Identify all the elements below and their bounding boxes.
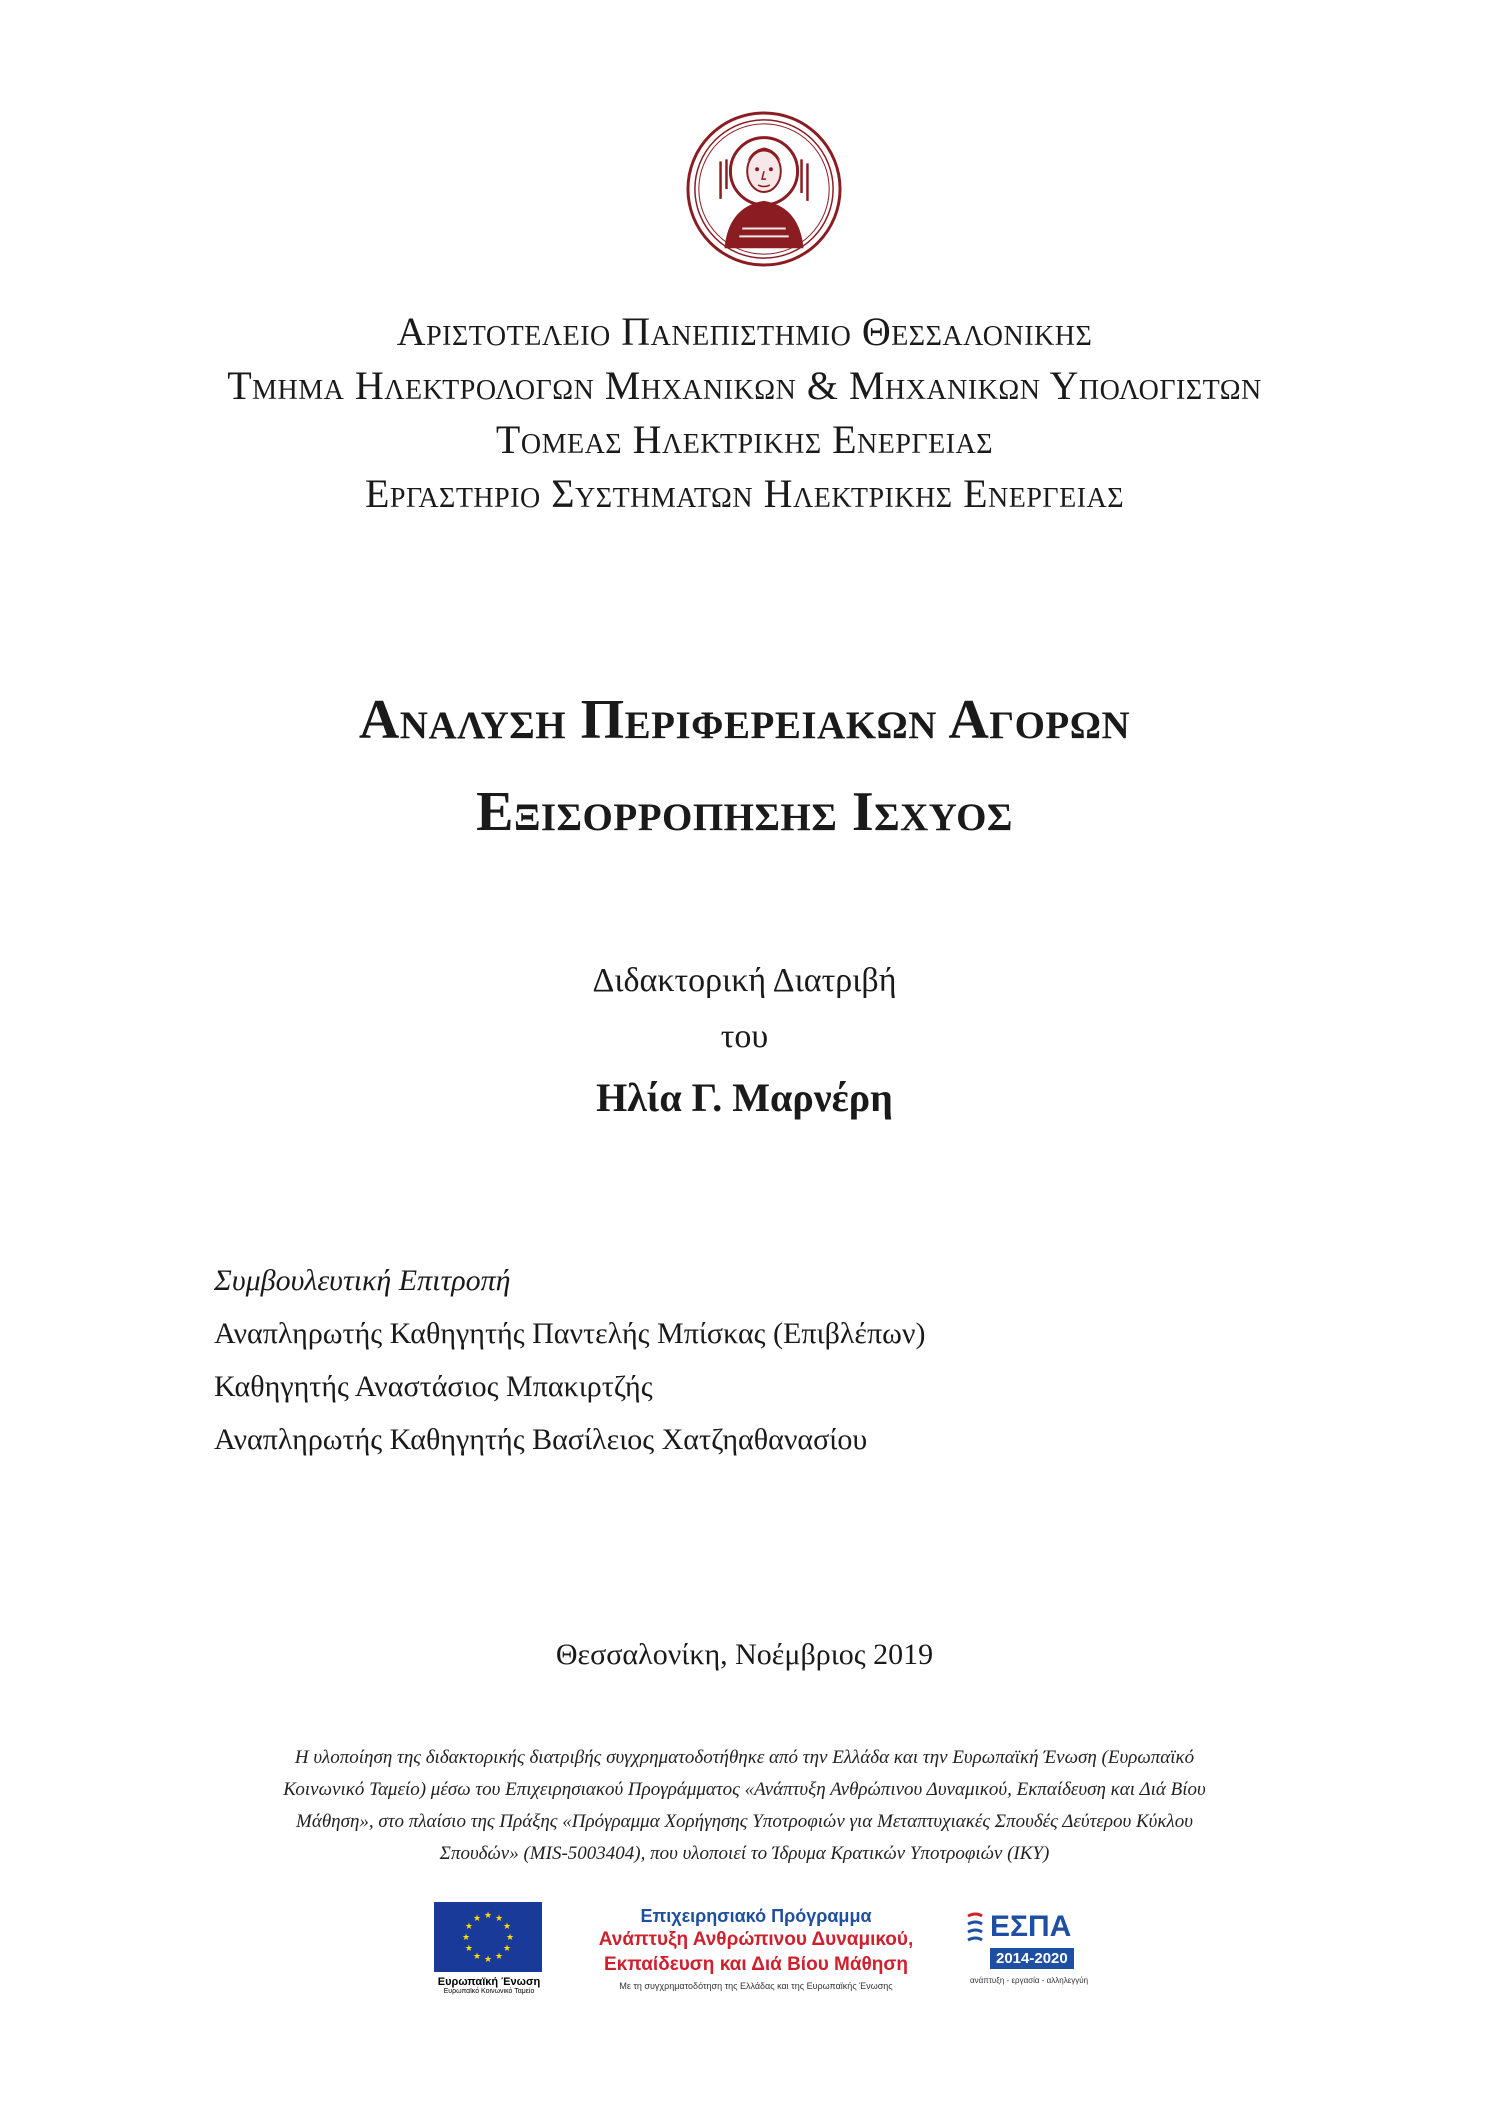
thesis-title-line-1: Αναλυση Περιφερειακων Αγορων [358, 689, 1131, 751]
eu-star-icon: ★ [464, 1921, 473, 1931]
eu-star-icon: ★ [503, 1943, 512, 1953]
funding-line: Κοινωνικό Ταμείο) μέσω του Επιχειρησιακού Προγράμματος «Ανάπτυξη Ανθρώπινου Δυναμικού, Εκπαίδευση και Διά Βίου [283, 1779, 1206, 1800]
op-line-3: Εκπαίδευση και Διά Βίου Μάθηση [603, 1954, 909, 1975]
funding-line: Σπουδών» (MIS-5003404), που υλοποιεί το Ίδρυμα Κρατικών Υποτροφιών (ΙΚΥ) [439, 1843, 1050, 1864]
document-type: Διδακτορική Διατριβή [592, 962, 897, 999]
op-line-4: Με τη συγχρηματοδότηση της Ελλάδας και της Ευρωπαϊκής Ένωσης [619, 1981, 893, 1991]
funding-logos [0, 1902, 1489, 2012]
eu-logo [434, 1902, 544, 1995]
eu-star-icon: ★ [483, 1910, 493, 1920]
committee-heading: Συμβουλευτική Επιτροπή [214, 1264, 511, 1297]
of-word: του [720, 1018, 769, 1055]
funding-line: Μάθηση», στο πλαίσιο της Πράξης «Πρόγραμμα Χορήγησης Υποτροφιών για Μεταπτυχιακές Σπουδές Δεύτερου Κύκλου [296, 1811, 1193, 1832]
thesis-title-line-2: Εξισορροπησης Ισχυος [476, 781, 1013, 843]
eu-star-icon: ★ [464, 1943, 473, 1953]
espa-tagline: ανάπτυξη - εργασία - αλληλεγγύη [970, 1976, 1089, 1985]
university-seal-logo [685, 110, 843, 268]
eu-star-icon: ★ [494, 1951, 504, 1962]
eu-caption: Ευρωπαϊκή Ένωση [437, 1976, 541, 1988]
eu-star-icon: ★ [494, 1912, 504, 1923]
eu-subcaption: Ευρωπαϊκό Κοινωνικό Ταμείο [443, 1988, 535, 1995]
funding-statement [210, 1742, 1279, 1870]
espa-mark-icon [966, 1912, 984, 1946]
advisory-committee [214, 1254, 925, 1466]
eu-star-icon: ★ [472, 1912, 482, 1923]
eu-star-icon: ★ [461, 1932, 471, 1942]
op-line-1: Επιχειρησιακό Πρόγραμμα [640, 1906, 872, 1926]
eu-star-icon: ★ [472, 1951, 482, 1962]
espa-years: 2014-2020 [990, 1948, 1074, 1969]
committee-member: Αναπληρωτής Καθηγητής Παντελής Μπίσκας (Επιβλέπων) [214, 1317, 926, 1350]
operational-programme-logo [578, 1906, 934, 1991]
espa-name: ΕΣΠΑ [990, 1910, 1072, 1943]
department-name: Τμημα Ηλεκτρολογων Μηχανικων & Μηχανικων Υπολογιστων [227, 363, 1262, 408]
eu-flag-icon [434, 1902, 542, 1972]
eu-star-icon: ★ [505, 1932, 515, 1942]
committee-member: Αναπληρωτής Καθηγητής Βασίλειος Χατζηαθανασίου [214, 1423, 868, 1456]
lab-name: Εργαστηριο Συστηματων Ηλεκτρικης Ενεργειας [364, 471, 1125, 516]
university-name: Αριστοτελειο Πανεπιστημιο Θεσσαλονικης [396, 309, 1093, 354]
eu-star-icon: ★ [483, 1954, 493, 1964]
funding-line: Η υλοποίηση της διδακτορικής διατριβής συγχρηματοδοτήθηκε από την Ελλάδα και την Ευρωπαϊκή Ένωση (Ευρωπαϊκό [294, 1747, 1195, 1768]
author-name: Ηλία Γ. Μαρνέρη [596, 1075, 893, 1120]
eu-star-icon: ★ [503, 1921, 512, 1931]
sector-name: Τομεας Ηλεκτρικης Ενεργειας [495, 417, 994, 462]
committee-member: Καθηγητής Αναστάσιος Μπακιρτζής [214, 1370, 653, 1403]
place-date: Θεσσαλονίκη, Νοέμβριος 2019 [555, 1638, 934, 1671]
op-line-2: Ανάπτυξη Ανθρώπινου Δυναμικού, [598, 1929, 914, 1950]
